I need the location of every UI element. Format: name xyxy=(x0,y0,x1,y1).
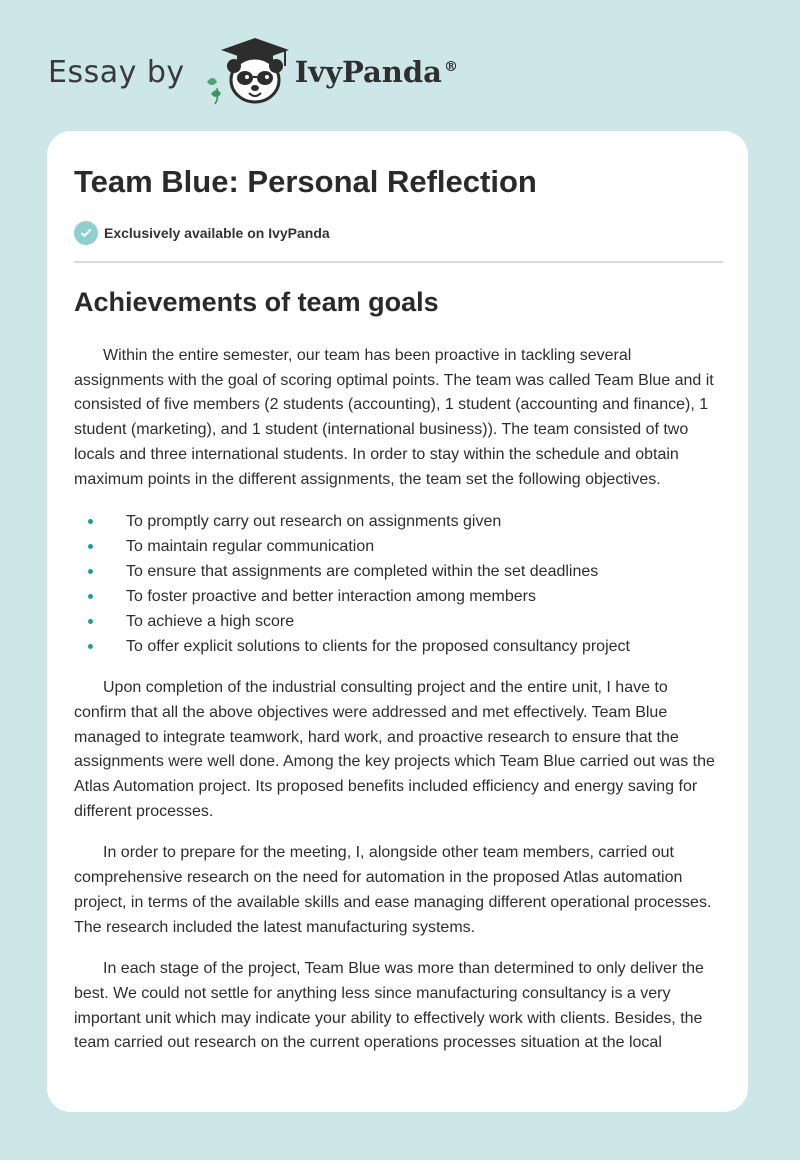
exclusive-label: Exclusively available on IvyPanda xyxy=(104,225,330,241)
bullet-icon xyxy=(88,519,93,524)
brand-prefix: Essay by xyxy=(48,54,185,90)
list-item: To offer explicit solutions to clients for the proposed consultancy project xyxy=(74,634,723,659)
bullet-icon xyxy=(88,594,93,599)
bullet-icon xyxy=(88,569,93,574)
list-item: To promptly carry out research on assignments given xyxy=(74,509,723,534)
paragraph: In order to prepare for the meeting, I, alongside other team members, carried out comprehensive research on the need for automation in the proposed Atlas automation project, in terms of the available skills and ease managing different operational processes. The research included the latest manufacturing systems. xyxy=(74,844,712,936)
list-item: To ensure that assignments are completed within the set deadlines xyxy=(74,559,723,584)
divider xyxy=(74,261,723,263)
list-item: To foster proactive and better interaction among members xyxy=(74,584,723,609)
bullet-icon xyxy=(88,544,93,549)
paragraph: Upon completion of the industrial consulting project and the entire unit, I have to confirm that all the above objectives were addressed and met effectively. Team Blue managed to integrate teamwork, hard work, and proactive research to ensure that the assignments were well done. Among the key projects which Team Blue carried out was the Atlas Automation project. Its proposed benefits included efficiency and energy saving for different processes. xyxy=(74,679,715,820)
list-item: To achieve a high score xyxy=(74,609,723,634)
check-circle-icon xyxy=(74,221,98,245)
article-card xyxy=(47,131,748,1112)
panda-graduate-icon xyxy=(199,36,291,108)
paragraph: Within the entire semester, our team has been proactive in tackling several assignments with the goal of scoring optimal points. The team was called Team Blue and it consisted of five members (2 students (accounting), 1 student (accounting and finance), 1 student (marketing), and 1 student (international business)). The team consisted of two locals and three international students. In order to stay within the schedule and obtain maximum points in the different assignments, the team set the following objectives. xyxy=(74,347,714,488)
page-title: Team Blue: Personal Reflection xyxy=(74,164,537,199)
article-body xyxy=(74,344,723,1073)
list-item: To maintain regular communication xyxy=(74,534,723,559)
objectives-list xyxy=(74,509,723,659)
brand-header xyxy=(48,36,458,108)
bullet-icon xyxy=(88,619,93,624)
paragraph: In each stage of the project, Team Blue was more than determined to only deliver the best. We could not settle for anything less since manufacturing consultancy is a very important unit which may indicate your ability to effectively work with clients. Besides, the team carried out research on the current operations processes situation at the local xyxy=(74,960,704,1052)
section-heading: Achievements of team goals xyxy=(74,287,439,317)
exclusive-badge xyxy=(74,221,330,245)
brand-name: IvyPanda ® xyxy=(294,55,458,89)
bullet-icon xyxy=(88,644,93,649)
